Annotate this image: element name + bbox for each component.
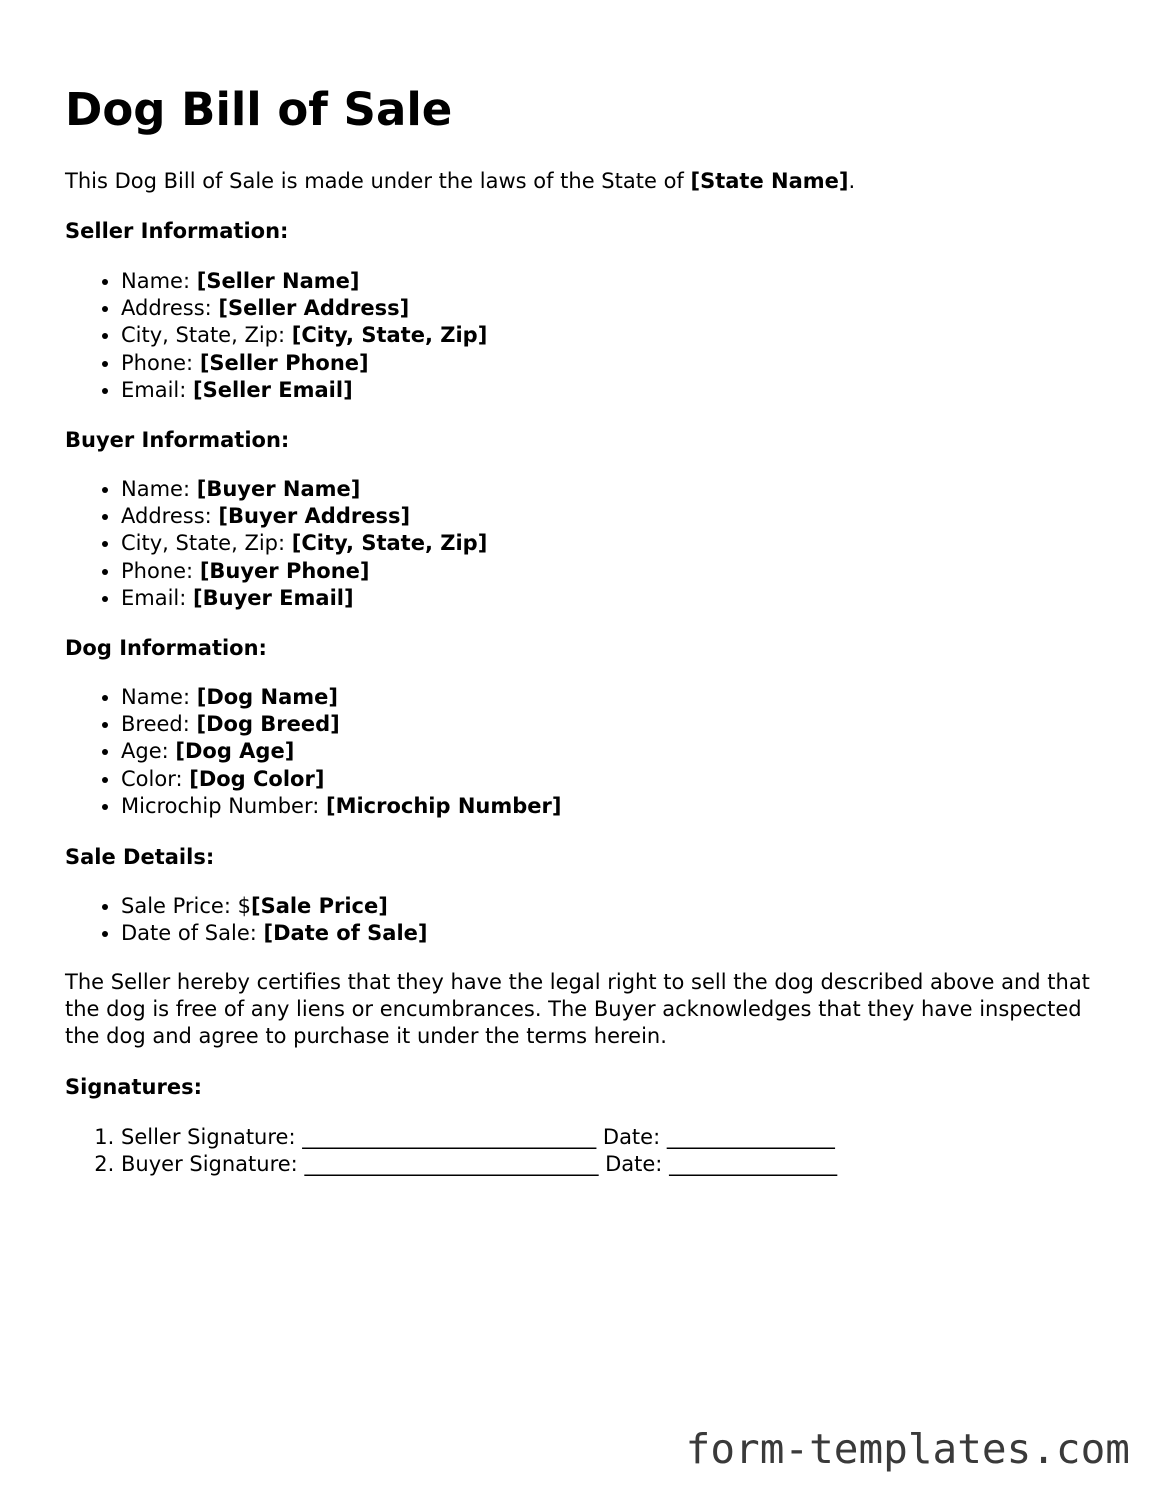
item-value: [Microchip Number] [325, 793, 562, 818]
item-label: City, State, Zip: [121, 323, 292, 348]
item-label: Date of Sale: [121, 921, 264, 946]
intro-text: This Dog Bill of Sale is made under the laws of the State of [65, 169, 691, 193]
item-label: Microchip Number: [121, 793, 326, 818]
item-value: [Seller Email] [193, 377, 353, 402]
list-item [121, 738, 561, 765]
signature-line[interactable]: ____________________________ [304, 1152, 599, 1177]
signatures-heading: Signatures: [65, 1075, 202, 1099]
item-value: [Buyer Phone] [199, 558, 370, 583]
buyer-heading: Buyer Information: [65, 428, 290, 452]
item-label: City, State, Zip: [121, 531, 292, 556]
state-placeholder: [State Name] [690, 169, 849, 193]
list-item [121, 558, 487, 585]
item-label: Name: [121, 685, 197, 709]
seller-heading: Seller Information: [65, 219, 289, 243]
buyer-list [65, 476, 487, 612]
list-item [121, 893, 428, 920]
list-item [121, 476, 487, 503]
item-value: [City, State, Zip] [291, 323, 488, 348]
item-value: [Buyer Email] [193, 585, 354, 610]
signatures-list [65, 1124, 837, 1178]
item-label: Email: [121, 585, 194, 610]
item-label: Age: [121, 739, 176, 764]
item-label: Breed: [121, 712, 197, 737]
item-label: Phone: [121, 350, 200, 375]
list-item [121, 920, 428, 947]
list-item [121, 295, 487, 322]
item-label: Name: [121, 269, 197, 293]
signature-label: Buyer Signature: [121, 1152, 305, 1177]
list-item [121, 377, 487, 404]
item-label: Name: [121, 477, 197, 501]
item-value: [Dog Color] [189, 766, 325, 791]
sale-heading: Sale Details: [65, 845, 215, 869]
list-item [121, 322, 487, 349]
list-item [121, 268, 487, 295]
watermark: form-templates.com [685, 1425, 1130, 1473]
dog-list [65, 684, 561, 820]
date-label: Date: [596, 1125, 667, 1149]
dog-heading: Dog Information: [65, 636, 267, 660]
list-item [121, 530, 487, 557]
seller-list [65, 268, 487, 404]
item-label: Phone: [121, 558, 200, 583]
item-label: Color: [121, 766, 190, 791]
list-item [121, 1124, 837, 1151]
item-value: [Seller Name] [196, 269, 360, 293]
item-label: Address: [121, 504, 219, 529]
list-item [121, 350, 487, 377]
item-value: [Buyer Name] [196, 477, 361, 501]
signature-line[interactable]: ____________________________ [302, 1125, 597, 1149]
item-label: Address: [121, 296, 219, 321]
document-title: Dog Bill of Sale [65, 83, 453, 136]
date-line[interactable]: ________________ [666, 1125, 835, 1149]
item-value: [City, State, Zip] [291, 531, 488, 556]
list-item [121, 684, 561, 711]
item-value: [Sale Price] [250, 894, 388, 918]
item-value: [Seller Phone] [199, 350, 369, 375]
item-label: Email: [121, 377, 194, 402]
intro-paragraph [65, 167, 855, 195]
sale-list [65, 893, 428, 947]
list-item [121, 793, 561, 820]
intro-end: . [848, 169, 856, 193]
list-item [121, 585, 487, 612]
certification-paragraph: The Seller hereby certifies that they have the legal right to sell the dog described above and that the dog is free of any liens or encumbrances. The Buyer acknowledges that they have inspected the dog and agree to purchase it under the terms herein. [65, 970, 1090, 1049]
item-value: [Dog Age] [175, 739, 295, 764]
item-value: [Seller Address] [218, 296, 410, 321]
item-value: [Dog Breed] [196, 712, 340, 737]
list-item [121, 711, 561, 738]
item-value: [Date of Sale] [263, 921, 428, 946]
item-value: [Buyer Address] [218, 504, 411, 529]
item-label: Sale Price: $ [121, 894, 251, 918]
list-item [121, 503, 487, 530]
signature-label: Seller Signature: [121, 1125, 303, 1149]
item-value: [Dog Name] [196, 685, 338, 709]
list-item [121, 766, 561, 793]
date-label: Date: [598, 1152, 670, 1177]
list-item [121, 1151, 837, 1178]
date-line[interactable]: ________________ [669, 1152, 838, 1177]
